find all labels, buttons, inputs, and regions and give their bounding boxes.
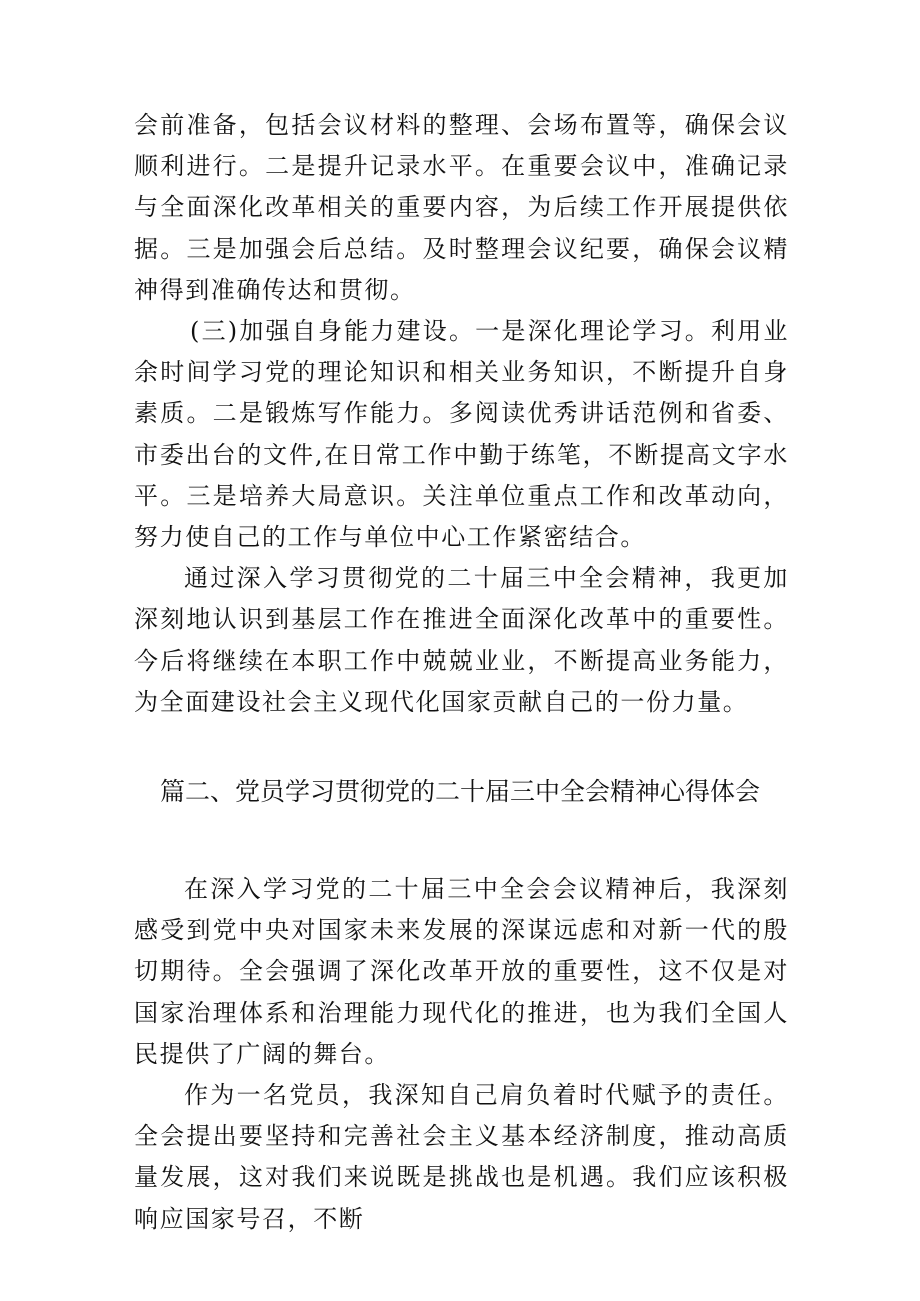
section-1-body [134,105,789,723]
paragraph-responsibility: 作为一名党员，我深知自己肩负着时代赋予的责任。全会提出要坚持和完善社会主义基本经济制度，推动高质量发展，这对我们来说既是挑战也是机遇。我们应该积极响应国家号召，不断 [134,1081,789,1233]
paragraph-conclusion: 通过深入学习贯彻党的二十届三中全会精神，我更加深刻地认识到基层工作在推进全面深化改革中的重要性。今后将继续在本职工作中兢兢业业，不断提高业务能力，为全面建设社会主义现代化国家贡献自己的一份力量。 [134,564,789,716]
paragraph-continued: 会前准备，包括会议材料的整理、会场布置等，确保会议顺利进行。二是提升记录水平。在重要会议中，准确记录与全面深化改革相关的重要内容，为后续工作开展提供依据。三是加强会后总结。及时整理会议纪要，确保会议精神得到准确传达和贯彻。 [134,111,789,304]
section-2-body [134,869,789,1240]
section-2-heading: 篇二、党员学习贯彻党的二十届三中全会精神心得体会 [159,777,760,806]
paragraph-intro: 在深入学习党的二十届三中全会会议精神后，我深刻感受到党中央对国家未来发展的深谋远虑和对新一代的殷切期待。全会强调了深化改革开放的重要性，这不仅是对国家治理体系和治理能力现代化的推进，也为我们全国人民提供了广阔的舞台。 [134,875,789,1068]
paragraph-ability-building: (三)加强自身能力建设。一是深化理论学习。利用业余时间学习党的理论知识和相关业务知识，不断提升自身素质。二是锻炼写作能力。多阅读优秀讲话范例和省委、市委出台的文件,在日常工作中勤于练笔，不断提高文字水平。三是培养大局意识。关注单位重点工作和改革动向，努力使自己的工作与单位中心工作紧密结合。 [134,317,789,552]
